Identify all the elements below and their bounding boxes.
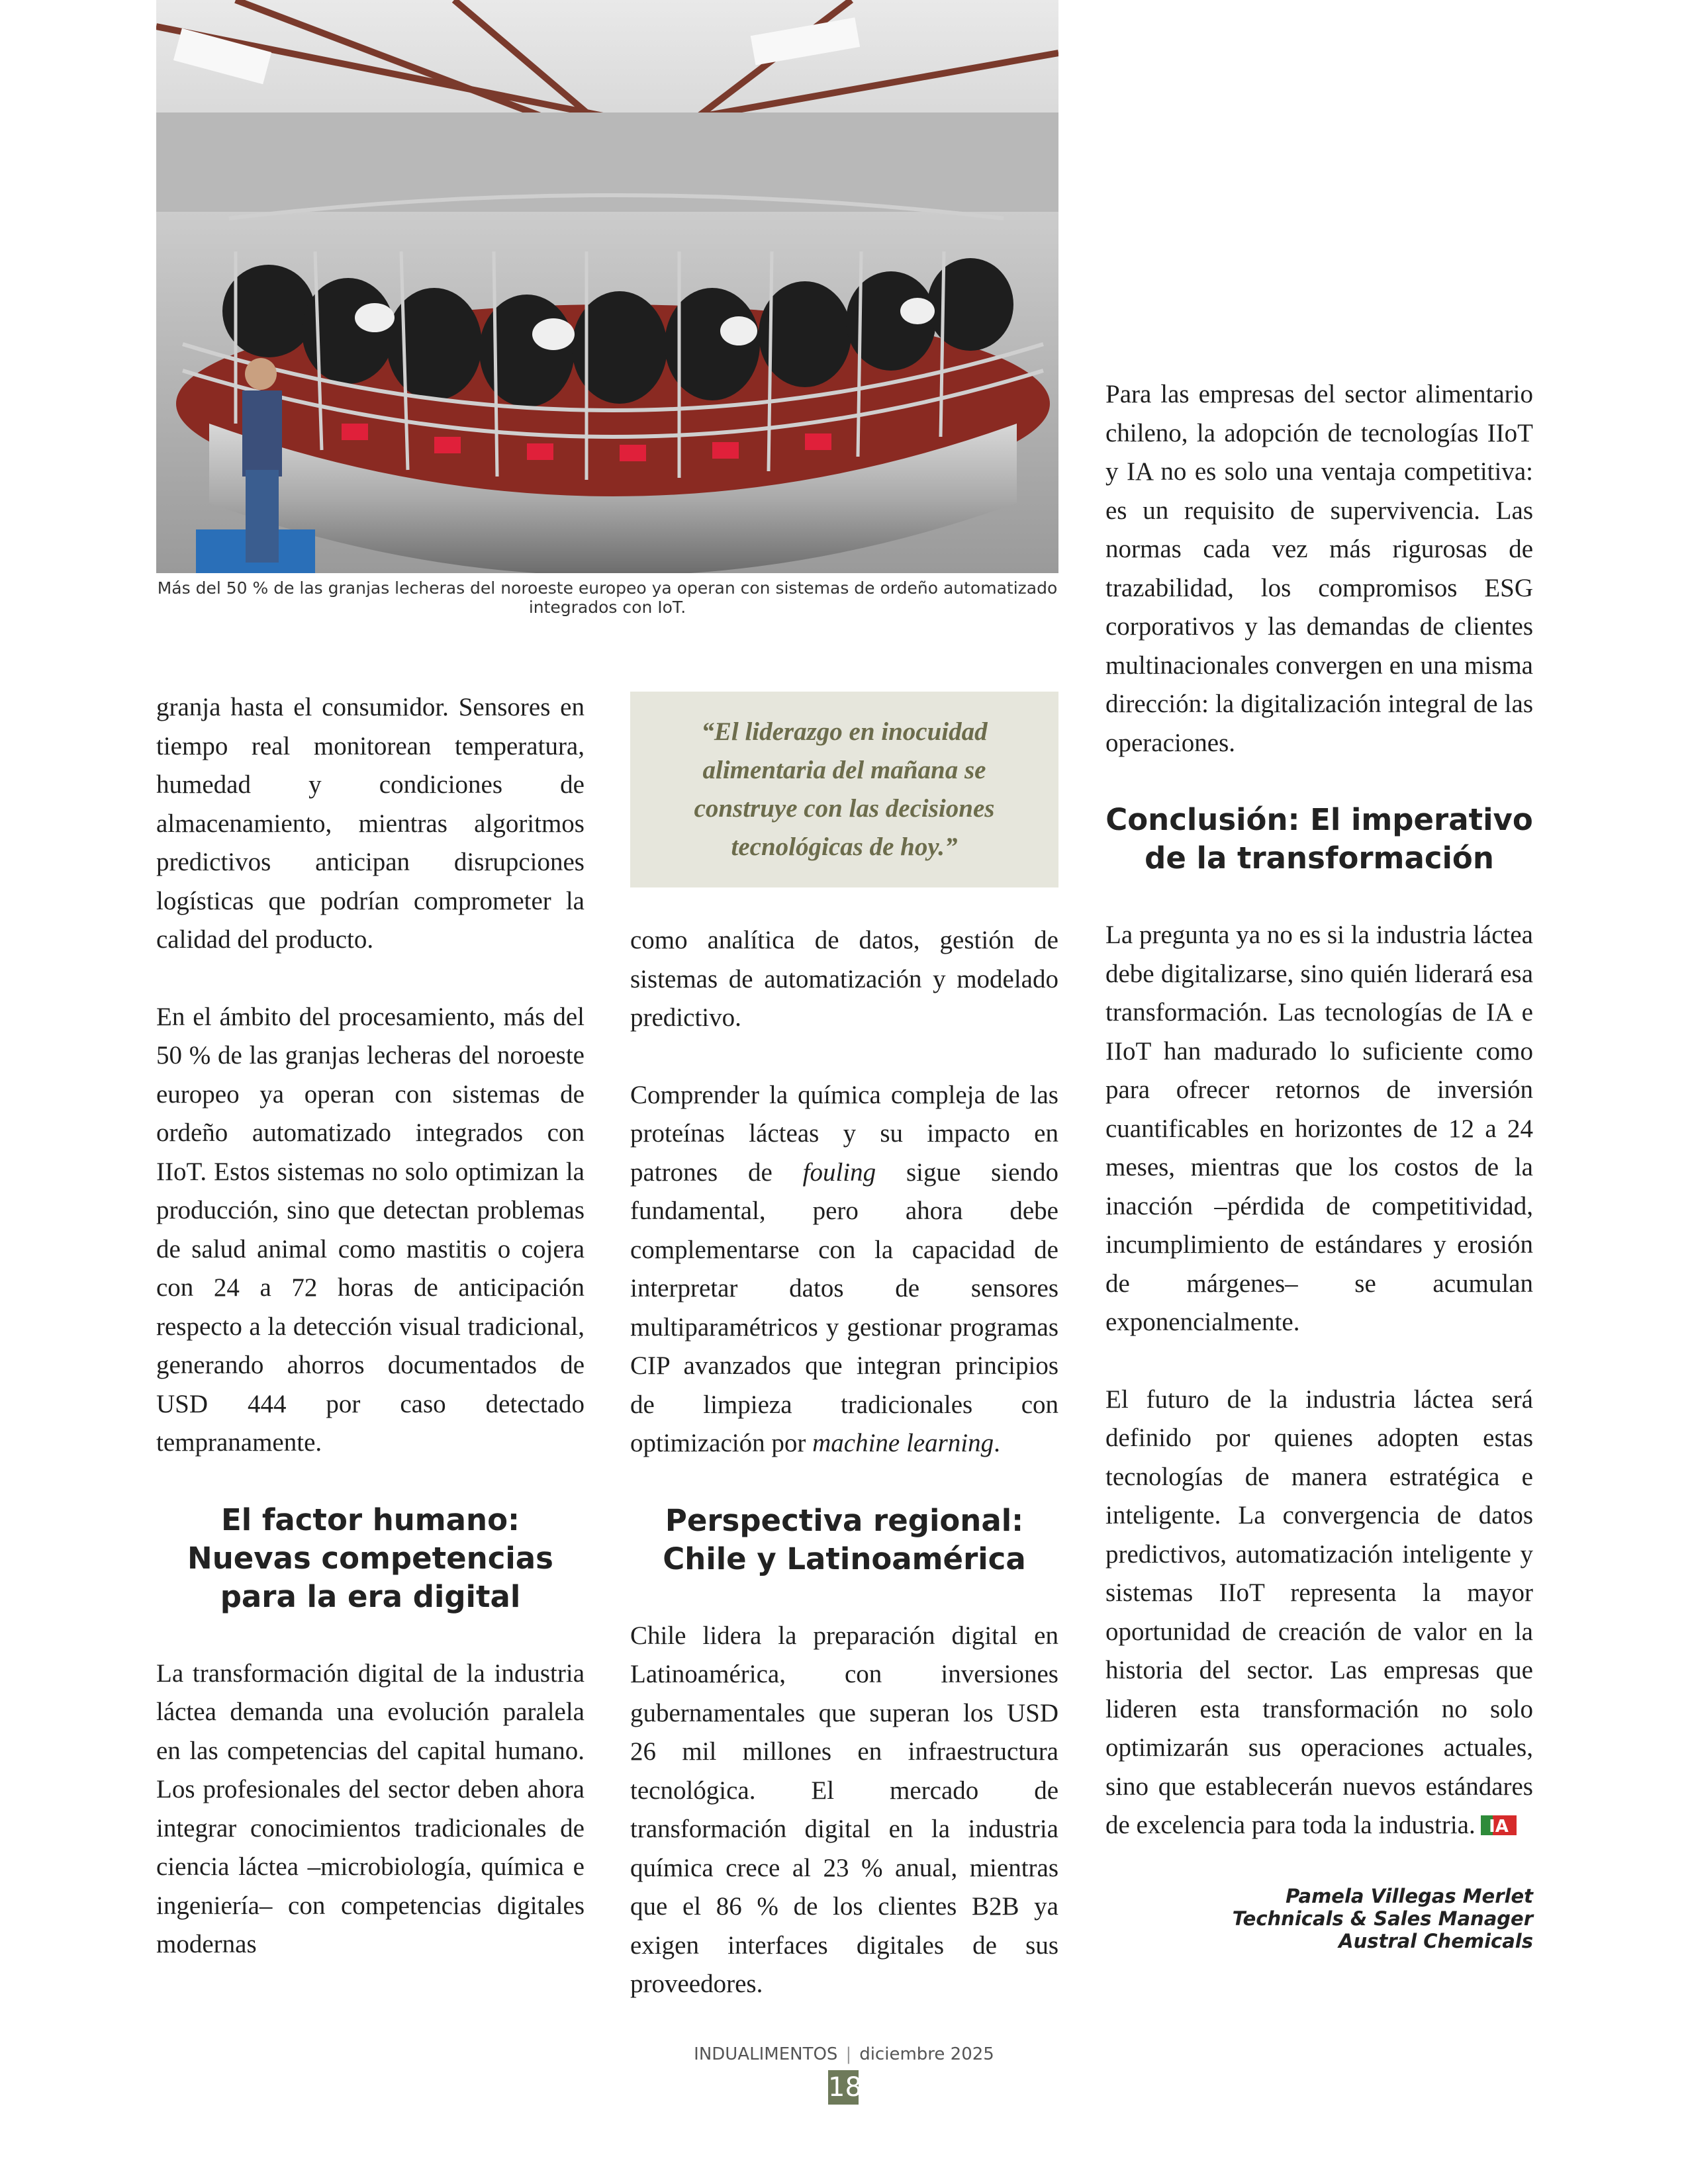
pull-quote-text: “El liderazgo en inocuidad alimentaria del mañana se construye con las decisiones tecnológicas de hoy.” (694, 717, 995, 861)
section-heading-factor-humano: El factor humano: Nuevas competencias para la era digital (187, 1502, 553, 1614)
emphasis-fouling: fouling (802, 1158, 876, 1187)
page-number: 18 (828, 2070, 859, 2105)
paragraph: En el ámbito del procesamiento, más del 50 % de las granjas lecheras del noroeste europeo ya operan con sistemas de ordeño automatizado integrados con IIoT. Estos sistemas no solo optimizan la producción, sino que detectan problemas de salud animal como mastitis o cojera con 24 a 72 horas de anticipación respecto a la detección visual tradicional, generando ahorros documentados de USD 444 por caso detectado tempranamente. (156, 1002, 585, 1457)
text-run: Comprender la química compleja de las proteínas lácteas y su impacto en patrones de (630, 1080, 1058, 1187)
article-column-2 (630, 921, 1058, 2004)
article-column-3 (1105, 375, 1533, 1845)
page-footer (0, 2044, 1688, 2064)
paragraph: como analítica de datos, gestión de sistemas de automatización y modelado predictivo. (630, 926, 1058, 1032)
author-role: Technicals & Sales Manager (1232, 1907, 1533, 1930)
text-run: El futuro de la industria láctea será definido por quienes adopten estas tecnologías de manera estratégica e inteligente. La convergencia de datos predictivos, automatización inteligente y sistemas IIoT representa la mayor oportunidad de creación de valor en la historia del sector. Las empresas que lideren esta transformación no solo optimizarán sus operaciones actuales, sino que establecerán nuevos estándares de excelencia para toda la industria. (1105, 1385, 1533, 1839)
milking-parlor-photo (156, 0, 1058, 573)
photo-caption: Más del 50 % de las granjas lecheras del noroeste europeo ya operan con sistemas de ordeño automatizado integrados con IoT. (157, 578, 1058, 617)
text-run: sigue siendo fundamental, pero ahora debe complementarse con la capacidad de interpretar datos de sensores multiparamétricos y gestionar programas CIP avanzados que integran principios de limpieza tradicionales con optimización por (630, 1158, 1058, 1457)
text-run: . (994, 1429, 1000, 1457)
pull-quote (630, 692, 1058, 887)
ia-logo-icon (1481, 1815, 1517, 1835)
paragraph: La pregunta ya no es si la industria láctea debe digitalizarse, sino quién liderará esa transformación. Las tecnologías de IA e IIoT han madurado lo suficiente como para ofrecer retornos de inversión cuantificables en horizontes de 12 a 24 meses, mientras que los costos de la inacción –pérdida de competitividad, incumplimiento de estándares y erosión de márgenes– se acumulan exponencialmente. (1105, 921, 1533, 1336)
magazine-name: INDUALIMENTOS (694, 2044, 838, 2064)
emphasis-machine-learning: machine learning (812, 1429, 994, 1457)
paragraph (630, 1076, 1058, 1463)
section-heading-perspectiva-regional: Perspectiva regional: Chile y Latinoamérica (663, 1502, 1026, 1576)
milking-parlor-illustration (156, 0, 1058, 573)
paragraph: Para las empresas del sector alimentario chileno, la adopción de tecnologías IIoT y IA no es solo una ventaja competitiva: es un requisito de supervivencia. Las normas cada vez más rigurosas de trazabilidad, los compromisos ESG corporativos y las demandas de clientes multinacionales convergen en una misma dirección: la digitalización integral de las operaciones. (1105, 380, 1533, 757)
section-heading-conclusion: Conclusión: El imperativo de la transformación (1105, 802, 1533, 876)
paragraph: Chile lidera la preparación digital en Latinoamérica, con inversiones gubernamentales que superan los USD 26 mil millones en infraestructura tecnológica. El mercado de transformación digital en la industria química crece al 23 % anual, mientras que el 86 % de los clientes B2B ya exigen interfaces digitales de sus proveedores. (630, 1621, 1058, 1998)
paragraph: La transformación digital de la industria láctea demanda una evolución paralela en las competencias del capital humano. Los profesionales del sector deben ahora integrar conocimientos tradicionales de ciencia láctea –microbiología, química e ingeniería– con competencias digitales modernas (156, 1659, 585, 1958)
author-byline (1105, 1885, 1533, 1952)
paragraph (1105, 1381, 1533, 1845)
author-company: Austral Chemicals (1338, 1930, 1533, 1952)
article-column-1 (156, 688, 585, 1964)
paragraph: granja hasta el consumidor. Sensores en tiempo real monitorean temperatura, humedad y condiciones de almacenamiento, mientras algoritmos predictivos anticipan disrupciones logísticas que podrían comprometer la calidad del producto. (156, 693, 585, 954)
ia-logo-text: IA (1488, 1817, 1509, 1835)
author-name: Pamela Villegas Merlet (1286, 1885, 1533, 1907)
footer-separator: | (845, 2044, 852, 2064)
issue-date: diciembre 2025 (859, 2044, 994, 2064)
